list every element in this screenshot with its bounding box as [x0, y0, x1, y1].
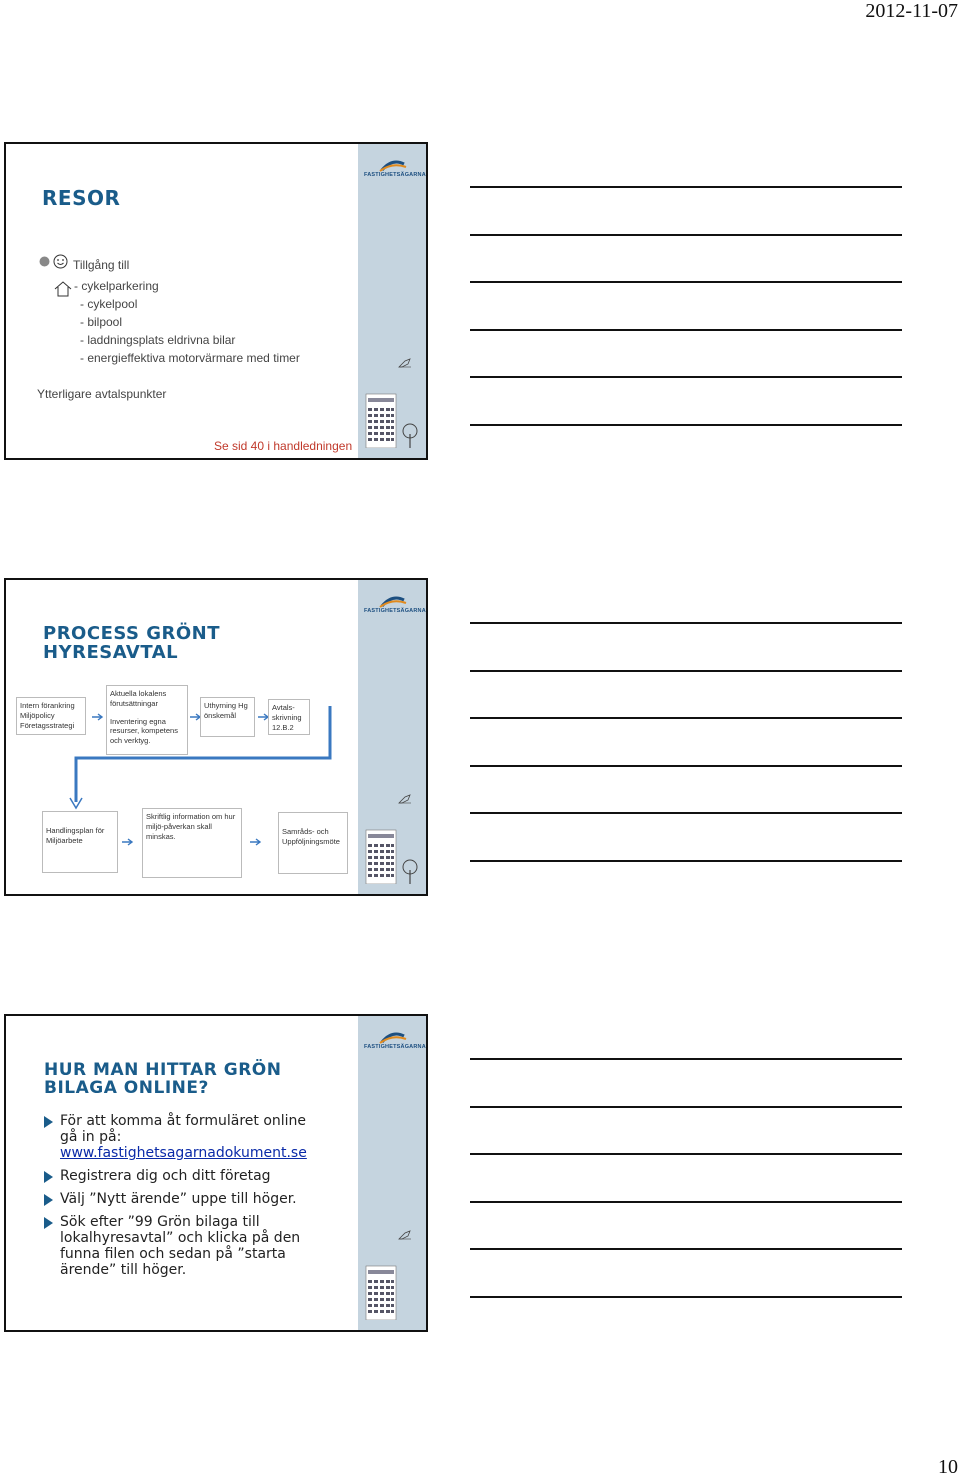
- box-samrads-mote: Samråds- och Uppföljningsmöte: [278, 812, 348, 874]
- pen-icon: [398, 794, 412, 804]
- home-icon: [52, 280, 74, 298]
- slide-resor: [4, 142, 428, 460]
- box-lokalens-forutsattningar: Aktuella lokalens förutsättningar Inventering egna resurser, kompetens och verktyg.: [106, 685, 188, 755]
- list-item: - cykelparkering: [74, 279, 159, 293]
- box-skriftlig-information: Skriftlig information om hur miljö-påverkan skall minskas.: [142, 808, 242, 878]
- building-icon: [364, 1262, 398, 1320]
- building-icon: [364, 826, 398, 884]
- list-item: Välj ”Nytt ärende” uppe till höger.: [44, 1191, 314, 1207]
- fastighetsagarna-logo: FASTIGHETSÄGARNA: [364, 594, 420, 614]
- access-list: [74, 277, 300, 367]
- notes-lines: [470, 1058, 902, 1343]
- list-item: Registrera dig och ditt företag: [44, 1168, 314, 1184]
- list-item: Sök efter ”99 Grön bilaga till lokalhyresavtal” och klicka på den funna filen och sedan på ”starta ärende” till höger.: [44, 1214, 314, 1278]
- list-item: - energieffektiva motorvärmare med timer: [80, 351, 300, 365]
- box-intern-forankring: Intern förankring Miljöpolicy Företagsstrategi: [16, 697, 86, 735]
- tree-icon: [400, 422, 420, 448]
- slide-sidebar: [358, 1016, 426, 1330]
- notes-lines: [470, 622, 902, 907]
- pen-icon: [398, 1230, 412, 1240]
- arrow-right-icon: [250, 838, 262, 846]
- access-label: Tillgång till: [73, 258, 130, 272]
- reference-text: Se sid 40 i handledningen: [214, 439, 353, 453]
- smiley-icon: [53, 254, 68, 269]
- notes-lines: [470, 186, 902, 471]
- slide-sidebar: [358, 580, 426, 894]
- list-item: För att komma åt formuläret online gå in på: www.fastighetsagarnadokument.se: [44, 1113, 314, 1161]
- instruction-list: [44, 1113, 314, 1285]
- box-uthyrning: Uthyrning Hg önskemål: [200, 697, 255, 737]
- slide-title: HUR MAN HITTAR GRÖN BILAGA ONLINE?: [44, 1060, 282, 1098]
- pen-icon: [398, 358, 412, 368]
- list-item: - bilpool: [80, 315, 123, 329]
- extra-terms: Ytterligare avtalspunkter: [37, 387, 167, 401]
- slide-gron-bilaga: [4, 1014, 428, 1332]
- box-avtalsskrivning: Avtals-skrivning 12.B.2: [268, 699, 310, 735]
- bullet-dot-icon: [39, 256, 50, 267]
- slide-process: [4, 578, 428, 896]
- list-item: - laddningsplats eldrivna bilar: [80, 333, 236, 347]
- box-handlingsplan: Handlingsplan för Miljöarbete: [42, 811, 118, 873]
- building-icon: [364, 390, 398, 448]
- slide-sidebar: [358, 144, 426, 458]
- arrow-right-icon: [122, 838, 134, 846]
- fastighetsagarna-logo: FASTIGHETSÄGARNA: [364, 1030, 420, 1050]
- page-number: 10: [938, 1456, 958, 1478]
- website-link[interactable]: www.fastighetsagarnadokument.se: [60, 1145, 307, 1161]
- list-item: - cykelpool: [80, 297, 138, 311]
- slide-title: PROCESS GRÖNT HYRESAVTAL: [43, 623, 221, 663]
- arrow-right-icon: [92, 713, 104, 721]
- tree-icon: [400, 858, 420, 884]
- page-date: 2012-11-07: [865, 0, 958, 22]
- slide-title: RESOR: [42, 186, 121, 210]
- fastighetsagarna-logo: FASTIGHETSÄGARNA: [364, 158, 420, 178]
